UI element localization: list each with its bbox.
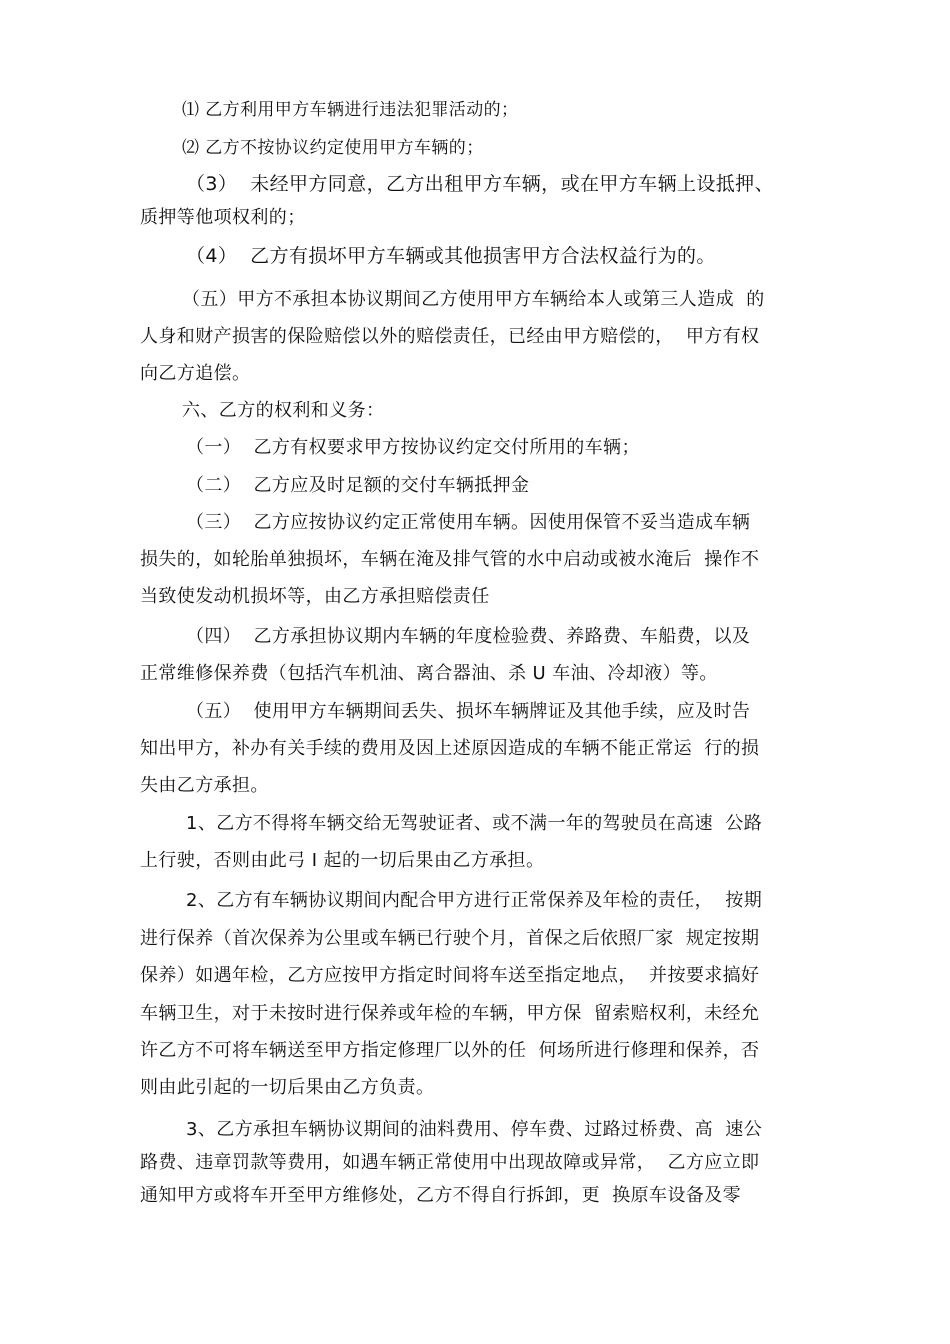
paragraph-line: 正常维修保养费（包括汽车机油、离合器油、杀 U 车油、冷却液）等。 — [140, 663, 718, 684]
paragraph-line: （三） 乙方应按协议约定正常使用车辆。因使用保管不妥当造成车辆 — [186, 512, 751, 533]
paragraph-line: 人身和财产损害的保险赔偿以外的赔偿责任，已经由甲方赔偿的， 甲方有权 — [140, 326, 760, 347]
clause-line: 质押等他项权利的； — [140, 207, 306, 228]
paragraph-line: 进行保养（首次保养为公里或车辆已行驶个月，首保之后依照厂家 规定按期 — [140, 928, 760, 949]
paragraph-line: 损失的，如轮胎单独损坏，车辆在淹及排气管的水中启动或被水淹后 操作不 — [140, 549, 760, 570]
paragraph-line: 保养）如遇年检，乙方应按甲方指定时间将车送至指定地点， 并按要求搞好 — [140, 965, 760, 986]
paragraph-line: 3、乙方承担车辆协议期间的油料费用、停车费、过路过桥费、高 速公 — [186, 1119, 763, 1140]
paragraph-line: 失由乙方承担。 — [140, 775, 269, 796]
clause-line: ⑵ 乙方不按协议约定使用甲方车辆的； — [182, 138, 484, 158]
paragraph-line: （二） 乙方应及时足额的交付车辆抵押金 — [186, 475, 530, 496]
paragraph-line: （五） 使用甲方车辆期间丢失、损坏车辆牌证及其他手续，应及时告 — [186, 701, 751, 722]
paragraph-line: 上行驶，否则由此弓 I 起的一切后果由乙方承担。 — [140, 850, 545, 871]
clause-line: （4） 乙方有损坏甲方车辆或其他损害甲方合法权益行为的。 — [186, 245, 716, 267]
paragraph-line: 通知甲方或将车开至甲方维修处，乙方不得自行拆卸，更 换原车设备及零 — [140, 1185, 742, 1206]
paragraph-line: 2、乙方有车辆协议期间内配合甲方进行正常保养及年检的责任， 按期 — [186, 890, 763, 911]
paragraph-line: 则由此引起的一切后果由乙方负责。 — [140, 1077, 435, 1098]
section-heading: 六、乙方的权利和义务： — [182, 400, 385, 421]
paragraph-line: 许乙方不可将车辆送至甲方指定修理厂以外的任 何场所进行修理和保养，否 — [140, 1040, 760, 1061]
paragraph-line: 1、乙方不得将车辆交给无驾驶证者、或不满一年的驾驶员在高速 公路 — [186, 813, 763, 834]
paragraph-line: 车辆卫生，对于未按时进行保养或年检的车辆，甲方保 留索赔权利，未经允 — [140, 1003, 760, 1024]
clause-line: （3） 未经甲方同意，乙方出租甲方车辆，或在甲方车辆上设抵押、 — [186, 173, 774, 195]
clause-line: ⑴ 乙方利用甲方车辆进行违法犯罪活动的； — [182, 100, 519, 120]
paragraph-line: （五）甲方不承担本协议期间乙方使用甲方车辆给本人或第三人造成 的 — [182, 289, 765, 310]
paragraph-line: （一） 乙方有权要求甲方按协议约定交付所用的车辆； — [186, 437, 640, 458]
paragraph-line: 知出甲方，补办有关手续的费用及因上述原因造成的车辆不能正常运 行的损 — [140, 738, 760, 759]
paragraph-line: 路费、违章罚款等费用，如遇车辆正常使用中出现故障或异常， 乙方应立即 — [140, 1152, 760, 1173]
paragraph-line: （四） 乙方承担协议期内车辆的年度检验费、养路费、车船费，以及 — [186, 626, 751, 647]
paragraph-line: 当致使发动机损坏等，由乙方承担赔偿责任 — [140, 586, 490, 607]
paragraph-line: 向乙方追偿。 — [140, 363, 251, 384]
